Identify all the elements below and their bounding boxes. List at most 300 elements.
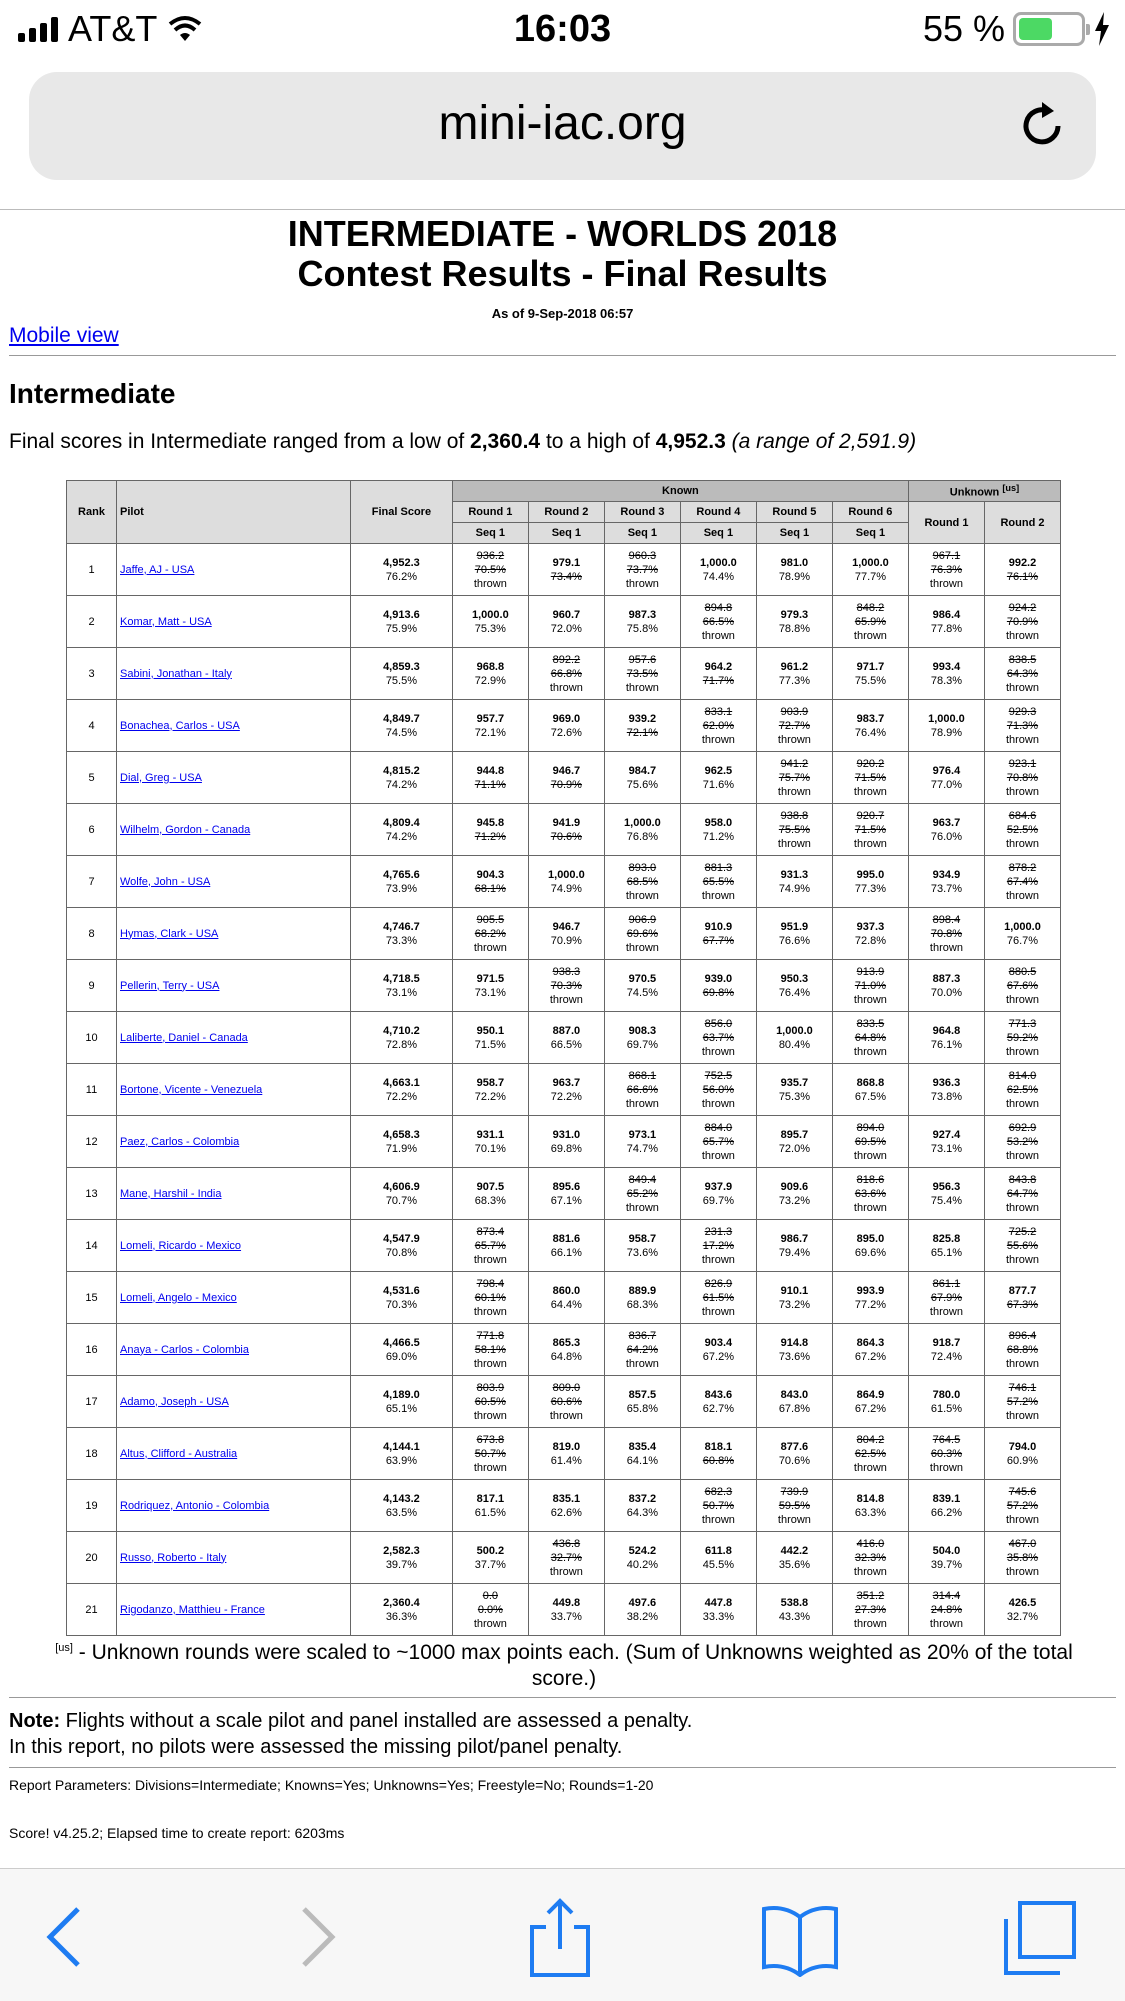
- round-score: 814.8: [856, 1492, 885, 1505]
- rank-cell: 12: [67, 1116, 117, 1168]
- battery-icon: [1013, 12, 1085, 46]
- round-score-cell: [604, 1428, 680, 1480]
- rank-cell: 13: [67, 1168, 117, 1220]
- round-percent: 66.1%: [550, 1246, 582, 1259]
- table-row: [67, 1168, 1061, 1220]
- pilot-link[interactable]: Jaffe, AJ - USA: [120, 563, 195, 576]
- pilot-link[interactable]: Wilhelm, Gordon - Canada: [120, 823, 251, 836]
- final-score: 4,952.3: [383, 556, 420, 569]
- round-score-cell: [680, 648, 756, 700]
- round-percent: 70.6%: [550, 830, 582, 843]
- round-score-cell: [984, 1220, 1060, 1272]
- pilot-link[interactable]: Mane, Harshil - India: [120, 1187, 222, 1200]
- round-score: 745.6: [1008, 1485, 1037, 1498]
- round-percent: 64.8%: [550, 1350, 582, 1363]
- final-score: 4,849.7: [383, 712, 420, 725]
- round-percent: 68.3%: [626, 1298, 658, 1311]
- round-score: 962.5: [704, 764, 733, 777]
- round-percent: 71.3%: [1006, 719, 1039, 732]
- round-score: 944.8: [476, 764, 505, 777]
- round-score: 881.3: [704, 861, 733, 874]
- round-percent: 66.5%: [550, 1038, 582, 1051]
- round-score: 771.8: [476, 1329, 505, 1342]
- thrown-label: thrown: [701, 1305, 735, 1318]
- header-seq: Seq 1: [756, 523, 832, 544]
- final-score-cell: [351, 1376, 453, 1428]
- pilot-link[interactable]: Altus, Clifford - Australia: [120, 1447, 238, 1460]
- round-score: 817.1: [476, 1492, 505, 1505]
- thrown-label: thrown: [473, 577, 507, 590]
- thrown-label: thrown: [777, 785, 811, 798]
- round-score-cell: [984, 804, 1060, 856]
- round-score-cell: [908, 596, 984, 648]
- address-bar[interactable]: [29, 72, 1096, 180]
- final-score-cell: [351, 1064, 453, 1116]
- round-score-cell: [756, 960, 832, 1012]
- round-percent: 60.3%: [930, 1447, 963, 1460]
- penalty-note: [9, 1708, 692, 1760]
- round-score: 848.2: [856, 601, 885, 614]
- round-percent: 70.9%: [550, 934, 582, 947]
- round-percent: 70.3%: [550, 979, 582, 992]
- round-score: 935.7: [780, 1076, 809, 1089]
- round-score-cell: [756, 804, 832, 856]
- round-percent: 72.0%: [778, 1142, 811, 1155]
- final-percent: 75.5%: [385, 674, 418, 687]
- thrown-label: thrown: [549, 993, 583, 1006]
- thrown-label: thrown: [701, 1513, 735, 1526]
- pilot-cell: [117, 1220, 351, 1272]
- thrown-label: thrown: [1005, 1565, 1039, 1578]
- report-parameters: Report Parameters: Divisions=Intermediate; Knowns=Yes; Unknowns=Yes; Freestyle=No; Rounds=1-20: [9, 1777, 654, 1793]
- round-score: 426.5: [1008, 1596, 1037, 1609]
- pilot-cell: [117, 1376, 351, 1428]
- round-score-cell: [528, 908, 604, 960]
- round-percent: 78.9%: [930, 726, 963, 739]
- thrown-label: thrown: [473, 1253, 507, 1266]
- thrown-label: thrown: [853, 1045, 887, 1058]
- round-score: 958.0: [704, 816, 733, 829]
- final-score-cell: [351, 908, 453, 960]
- round-score-cell: [452, 700, 528, 752]
- round-score: 936.3: [932, 1076, 961, 1089]
- round-score: 1,000.0: [852, 556, 889, 569]
- pilot-link[interactable]: Rigodanzo, Matthieu - France: [120, 1603, 265, 1616]
- round-score: 838.5: [1008, 653, 1037, 666]
- thrown-label: thrown: [1005, 1045, 1039, 1058]
- round-score-cell: [756, 908, 832, 960]
- pilot-link[interactable]: Wolfe, John - USA: [120, 875, 211, 888]
- round-score-cell: [452, 1064, 528, 1116]
- round-score-cell: [680, 1168, 756, 1220]
- round-percent: 77.0%: [930, 778, 963, 791]
- round-score: 895.7: [780, 1128, 809, 1141]
- round-percent: 38.2%: [626, 1610, 658, 1623]
- round-score-cell: [680, 1064, 756, 1116]
- round-percent: 71.2%: [474, 830, 506, 843]
- round-score: 682.3: [704, 1485, 733, 1498]
- round-score: 868.8: [856, 1076, 885, 1089]
- final-score-cell: [351, 1584, 453, 1636]
- header-round: Round 1: [452, 502, 528, 523]
- round-percent: 67.2%: [854, 1402, 887, 1415]
- round-percent: 73.4%: [550, 570, 582, 583]
- round-score-cell: [832, 544, 908, 596]
- round-score-cell: [984, 1376, 1060, 1428]
- round-score-cell: [756, 1064, 832, 1116]
- header-final-score: Final Score: [351, 481, 453, 544]
- round-score-cell: [832, 1220, 908, 1272]
- thrown-label: thrown: [625, 1201, 659, 1214]
- round-percent: 43.3%: [778, 1610, 811, 1623]
- thrown-label: thrown: [929, 941, 963, 954]
- round-percent: 70.9%: [550, 778, 582, 791]
- final-percent: 39.7%: [385, 1558, 418, 1571]
- round-score-cell: [528, 1532, 604, 1584]
- round-percent: 73.7%: [930, 882, 963, 895]
- round-score-cell: [604, 544, 680, 596]
- round-score-cell: [452, 1584, 528, 1636]
- round-percent: 65.9%: [854, 615, 887, 628]
- round-percent: 71.1%: [474, 778, 506, 791]
- round-score: 819.0: [552, 1440, 581, 1453]
- round-percent: 73.7%: [626, 563, 658, 576]
- round-percent: 75.3%: [474, 622, 506, 635]
- thrown-label: thrown: [473, 1409, 507, 1422]
- divider: [9, 1767, 1116, 1768]
- thrown-label: thrown: [701, 1253, 735, 1266]
- pilot-cell: [117, 544, 351, 596]
- thrown-label: thrown: [473, 1617, 507, 1630]
- round-percent: 69.8%: [702, 986, 734, 999]
- round-percent: 59.5%: [778, 1499, 811, 1512]
- pilot-link[interactable]: Laliberte, Daniel - Canada: [120, 1031, 248, 1044]
- header-seq: Seq 1: [528, 523, 604, 544]
- round-percent: 32.7%: [1006, 1610, 1039, 1623]
- round-score-cell: [680, 1324, 756, 1376]
- final-percent: 70.8%: [385, 1246, 418, 1259]
- round-percent: 63.7%: [702, 1031, 734, 1044]
- footnote-sup: [us]: [55, 1642, 73, 1654]
- round-score-cell: [908, 648, 984, 700]
- round-score-cell: [452, 1220, 528, 1272]
- forward-icon[interactable]: [276, 1897, 356, 1977]
- thrown-label: thrown: [1005, 629, 1039, 642]
- final-score-cell: [351, 544, 453, 596]
- round-score-cell: [984, 1168, 1060, 1220]
- thrown-label: thrown: [1005, 1253, 1039, 1266]
- final-score: 4,606.9: [383, 1180, 420, 1193]
- pilot-link[interactable]: Lomeli, Angelo - Mexico: [120, 1291, 237, 1304]
- round-score-cell: [832, 1272, 908, 1324]
- round-score: 746.1: [1008, 1381, 1037, 1394]
- round-percent: 75.8%: [626, 622, 658, 635]
- round-score: 986.7: [780, 1232, 809, 1245]
- round-score-cell: [680, 856, 756, 908]
- round-percent: 67.2%: [702, 1350, 734, 1363]
- round-percent: 39.7%: [930, 1558, 963, 1571]
- as-of-date: As of 9-Sep-2018 06:57: [491, 306, 634, 321]
- round-score: 877.7: [1008, 1284, 1037, 1297]
- round-percent: 67.1%: [550, 1194, 582, 1207]
- final-score-cell: [351, 1116, 453, 1168]
- clock: 16:03: [513, 8, 612, 50]
- table-row: [67, 960, 1061, 1012]
- final-score-cell: [351, 804, 453, 856]
- round-score: 931.0: [552, 1128, 581, 1141]
- pilot-link[interactable]: Dial, Greg - USA: [120, 771, 202, 784]
- round-score: 905.5: [476, 913, 505, 926]
- round-score-cell: [452, 1272, 528, 1324]
- final-percent: 74.5%: [385, 726, 418, 739]
- thrown-label: thrown: [549, 681, 583, 694]
- round-score-cell: [908, 1324, 984, 1376]
- round-score: 946.7: [552, 764, 581, 777]
- pilot-link[interactable]: Pellerin, Terry - USA: [120, 979, 220, 992]
- round-score-cell: [452, 1324, 528, 1376]
- round-score: 894.8: [704, 601, 733, 614]
- table-row: [67, 1116, 1061, 1168]
- round-score-cell: [832, 804, 908, 856]
- round-percent: 71.5%: [854, 823, 887, 836]
- tabs-icon[interactable]: [1000, 1897, 1080, 1977]
- round-score: 960.3: [628, 549, 657, 562]
- results-table: [66, 480, 1061, 1636]
- round-score: 833.5: [856, 1017, 885, 1030]
- round-score: 497.6: [628, 1596, 657, 1609]
- table-row: [67, 648, 1061, 700]
- round-score-cell: [832, 596, 908, 648]
- round-score: 739.9: [780, 1485, 809, 1498]
- round-score: 865.3: [552, 1336, 581, 1349]
- final-percent: 76.2%: [385, 570, 418, 583]
- round-percent: 65.5%: [702, 875, 734, 888]
- table-row: [67, 1428, 1061, 1480]
- round-score: 833.1: [704, 705, 733, 718]
- round-percent: 62.6%: [550, 1506, 582, 1519]
- pilot-link[interactable]: Hymas, Clark - USA: [120, 927, 219, 940]
- round-score: 887.0: [552, 1024, 581, 1037]
- round-percent: 72.1%: [626, 726, 658, 739]
- round-score-cell: [680, 1532, 756, 1584]
- summary-high: 4,952.3: [655, 430, 726, 453]
- round-score: 920.7: [856, 809, 885, 822]
- round-score-cell: [756, 1324, 832, 1376]
- round-percent: 62.5%: [1006, 1083, 1039, 1096]
- pilot-cell: [117, 1168, 351, 1220]
- final-score: 4,859.3: [383, 660, 420, 673]
- final-score: 4,746.7: [383, 920, 420, 933]
- round-score: 837.2: [628, 1492, 657, 1505]
- rank-cell: 1: [67, 544, 117, 596]
- pilot-link[interactable]: Paez, Carlos - Colombia: [120, 1135, 240, 1148]
- round-score-cell: [452, 1168, 528, 1220]
- final-score: 4,710.2: [383, 1024, 420, 1037]
- round-score: 914.8: [780, 1336, 809, 1349]
- round-score: 903.9: [780, 705, 809, 718]
- round-percent: 72.0%: [550, 622, 582, 635]
- round-score: 910.9: [704, 920, 733, 933]
- final-score-cell: [351, 752, 453, 804]
- table-row: [67, 1480, 1061, 1532]
- round-score-cell: [984, 1272, 1060, 1324]
- round-score: 931.1: [476, 1128, 505, 1141]
- thrown-label: thrown: [1005, 1201, 1039, 1214]
- round-score-cell: [832, 1480, 908, 1532]
- round-percent: 68.5%: [626, 875, 658, 888]
- final-score-cell: [351, 1220, 453, 1272]
- round-score-cell: [832, 1064, 908, 1116]
- final-score: 4,658.3: [383, 1128, 420, 1141]
- round-percent: 73.5%: [626, 667, 658, 680]
- round-score-cell: [452, 1012, 528, 1064]
- thrown-label: thrown: [625, 889, 659, 902]
- pilot-cell: [117, 752, 351, 804]
- round-score-cell: [680, 1272, 756, 1324]
- pilot-link[interactable]: Komar, Matt - USA: [120, 615, 212, 628]
- round-score-cell: [604, 1480, 680, 1532]
- bookmarks-icon[interactable]: [760, 1897, 840, 1977]
- round-percent: 63.3%: [854, 1506, 887, 1519]
- round-score: 957.7: [476, 712, 505, 725]
- round-score-cell: [832, 1532, 908, 1584]
- round-score-cell: [528, 700, 604, 752]
- round-score: 924.2: [1008, 601, 1037, 614]
- rank-cell: 16: [67, 1324, 117, 1376]
- back-icon[interactable]: [26, 1897, 106, 1977]
- round-percent: 35.8%: [1006, 1551, 1039, 1564]
- round-score: 964.2: [704, 660, 733, 673]
- charging-icon: [1093, 12, 1111, 46]
- thrown-label: thrown: [853, 1565, 887, 1578]
- share-icon[interactable]: [520, 1897, 600, 1977]
- round-score-cell: [680, 960, 756, 1012]
- round-percent: 53.2%: [1006, 1135, 1039, 1148]
- round-score: 903.4: [704, 1336, 733, 1349]
- header-round: Round 2: [984, 502, 1060, 544]
- round-score-cell: [908, 804, 984, 856]
- table-row: [67, 908, 1061, 960]
- pilot-cell: [117, 596, 351, 648]
- round-score-cell: [680, 908, 756, 960]
- round-score-cell: [832, 752, 908, 804]
- thrown-label: thrown: [473, 1461, 507, 1474]
- round-score-cell: [908, 1168, 984, 1220]
- note-line-2: In this report, no pilots were assessed the missing pilot/panel penalty.: [9, 1736, 623, 1758]
- final-score: 4,718.5: [383, 972, 420, 985]
- round-percent: 71.6%: [702, 778, 734, 791]
- header-known: Known: [452, 481, 908, 502]
- round-percent: 55.6%: [1006, 1239, 1039, 1252]
- round-score-cell: [832, 856, 908, 908]
- round-percent: 71.0%: [854, 979, 887, 992]
- final-score-cell: [351, 1012, 453, 1064]
- header-seq: Seq 1: [452, 523, 528, 544]
- round-score-cell: [984, 960, 1060, 1012]
- thrown-label: thrown: [1005, 1097, 1039, 1110]
- round-percent: 73.2%: [778, 1298, 811, 1311]
- round-score: 877.6: [780, 1440, 809, 1453]
- url-text[interactable]: mini-iac.org: [438, 97, 687, 150]
- rank-cell: 10: [67, 1012, 117, 1064]
- header-round: Round 1: [908, 502, 984, 544]
- round-score: 896.4: [1008, 1329, 1037, 1342]
- carrier-name: AT&T: [68, 8, 158, 49]
- pilot-link[interactable]: Russo, Roberto - Italy: [120, 1551, 227, 1564]
- thrown-label: thrown: [625, 681, 659, 694]
- final-percent: 73.9%: [385, 882, 418, 895]
- round-score-cell: [528, 1012, 604, 1064]
- pilot-link[interactable]: Bonachea, Carlos - USA: [120, 719, 240, 732]
- round-score: 826.9: [704, 1277, 733, 1290]
- round-score: 918.7: [932, 1336, 961, 1349]
- round-score-cell: [680, 1012, 756, 1064]
- round-percent: 70.6%: [778, 1454, 811, 1467]
- table-row: [67, 700, 1061, 752]
- round-score-cell: [756, 1168, 832, 1220]
- round-score: 836.7: [628, 1329, 657, 1342]
- round-score-cell: [604, 856, 680, 908]
- round-score-cell: [604, 648, 680, 700]
- pilot-link[interactable]: Anaya - Carlos - Colombia: [120, 1343, 249, 1356]
- pilot-link[interactable]: Rodriquez, Antonio - Colombia: [120, 1499, 270, 1512]
- round-percent: 66.2%: [930, 1506, 963, 1519]
- round-score: 692.9: [1008, 1121, 1037, 1134]
- round-score-cell: [604, 1324, 680, 1376]
- round-score: 964.8: [932, 1024, 961, 1037]
- round-score-cell: [832, 648, 908, 700]
- footnote-text: - Unknown rounds were scaled to ~1000 max points each. (Sum of Unknowns weighted as 20% of the total score.): [72, 1641, 1073, 1690]
- round-percent: 77.8%: [930, 622, 963, 635]
- round-percent: 66.5%: [702, 615, 734, 628]
- round-score: 992.2: [1008, 556, 1037, 569]
- round-percent: 69.5%: [854, 1135, 887, 1148]
- thrown-label: thrown: [1005, 1513, 1039, 1526]
- pilot-link[interactable]: Sabini, Jonathan - Italy: [120, 667, 232, 680]
- pilot-link[interactable]: Adamo, Joseph - USA: [120, 1395, 229, 1408]
- final-percent: 72.8%: [385, 1038, 418, 1051]
- reload-icon[interactable]: [1012, 96, 1072, 156]
- round-score: 958.7: [476, 1076, 505, 1089]
- round-percent: 71.2%: [702, 830, 734, 843]
- round-score: 907.5: [476, 1180, 505, 1193]
- round-score: 969.0: [552, 712, 581, 725]
- final-score-cell: [351, 1324, 453, 1376]
- round-score-cell: [528, 856, 604, 908]
- round-score-cell: [832, 960, 908, 1012]
- pilot-link[interactable]: Lomeli, Ricardo - Mexico: [120, 1239, 242, 1252]
- round-score: 864.9: [856, 1388, 885, 1401]
- divider: [9, 355, 1116, 356]
- round-percent: 67.7%: [702, 934, 734, 947]
- round-score: 314.4: [932, 1589, 961, 1602]
- round-score: 860.0: [552, 1284, 581, 1297]
- round-score: 684.6: [1008, 809, 1037, 822]
- final-percent: 63.5%: [385, 1506, 418, 1519]
- round-score: 963.7: [932, 816, 961, 829]
- round-percent: 69.7%: [702, 1194, 734, 1207]
- summary-range: (a range of 2,591.9): [731, 430, 917, 453]
- round-score-cell: [528, 1272, 604, 1324]
- round-score: 351.2: [856, 1589, 885, 1602]
- round-percent: 65.7%: [474, 1239, 506, 1252]
- final-score: 2,582.3: [383, 1544, 420, 1557]
- mobile-view-link[interactable]: Mobile view: [9, 324, 119, 347]
- round-percent: 61.5%: [702, 1291, 734, 1304]
- pilot-link[interactable]: Bortone, Vicente - Venezuela: [120, 1083, 263, 1096]
- round-percent: 73.8%: [930, 1090, 963, 1103]
- round-score-cell: [832, 1428, 908, 1480]
